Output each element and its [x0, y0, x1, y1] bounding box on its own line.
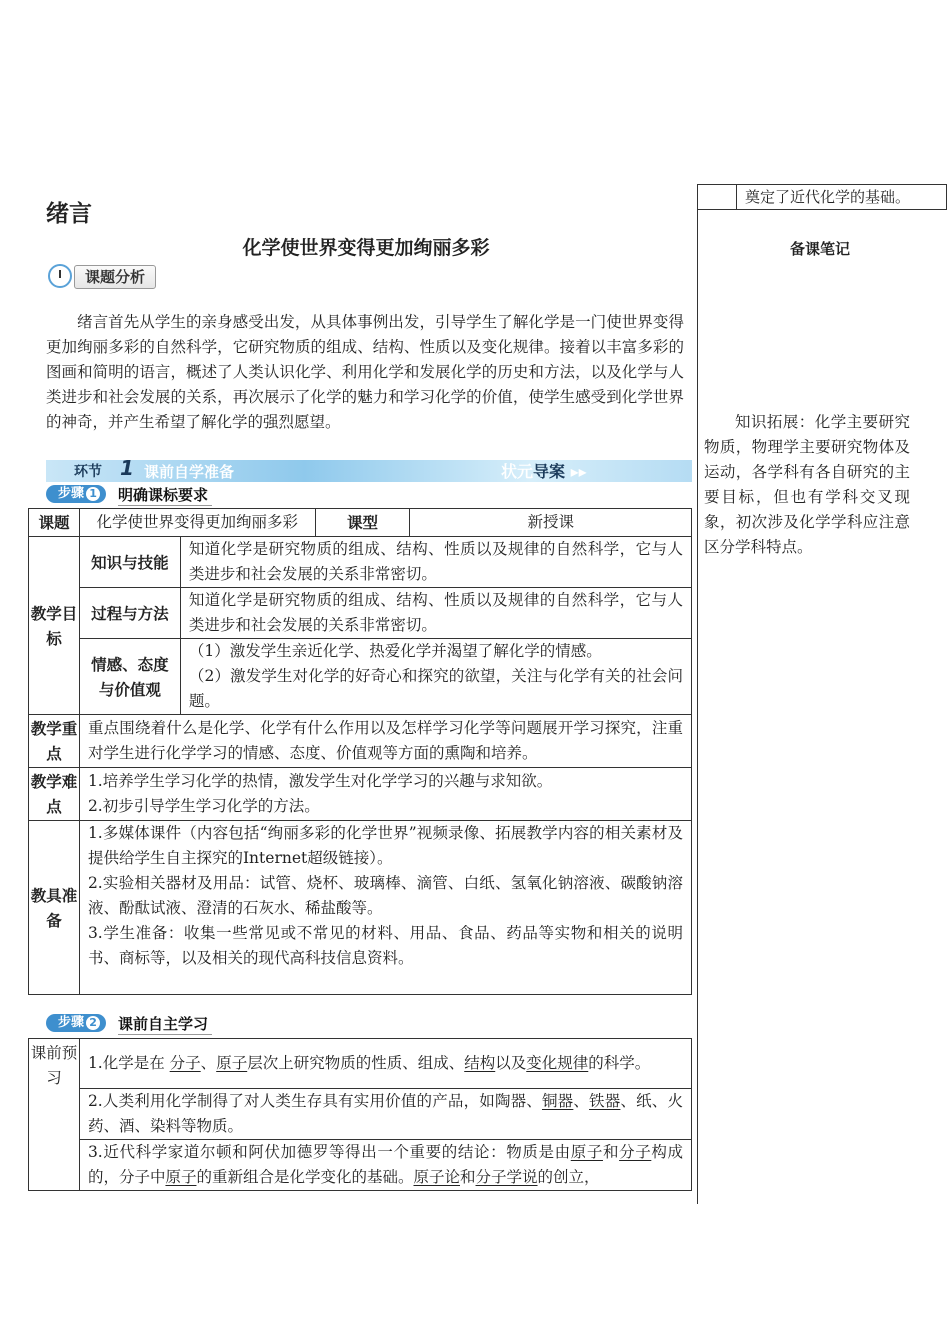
- preview-question-2: 2.人类利用化学制得了对人类生存具有实用价值的产品，如陶器、铜器、铁器、纸、火药、酒、染料等物质。: [79, 1089, 691, 1140]
- step-pill-label: 步骤: [58, 486, 85, 501]
- banner-section: 课前自学准备: [144, 463, 235, 481]
- goal-line: （1）激发学生亲近化学、热爱化学并渴望了解化学的情感。: [188, 642, 602, 660]
- difficulty-text: [79, 768, 691, 821]
- banner-right-a: 状元: [501, 462, 534, 481]
- continuation-box: [697, 184, 947, 210]
- notes-title: 备课笔记: [789, 240, 850, 258]
- topic-value: 化学使世界变得更加绚丽多彩: [79, 509, 315, 537]
- goals-label: 教学目标: [29, 537, 80, 715]
- margin-divider: [697, 210, 698, 1204]
- preview-label: 课前预习: [29, 1039, 80, 1191]
- type-value: 新授课: [410, 509, 692, 537]
- prep-text: [79, 821, 691, 995]
- goal-text: 知道化学是研究物质的组成、结构、性质以及规律的自然科学，它与人类进步和社会发展的关系非常密切。: [180, 537, 691, 588]
- prep-line: 1.多媒体课件（内容包括“绚丽多彩的化学世界”视频录像、拓展教学内容的相关素材及提供给学生自主探究的Internet超级链接）。: [87, 824, 683, 867]
- step-number-badge: 2: [86, 1016, 100, 1030]
- step-pill-label: 步骤: [58, 1015, 85, 1030]
- prep-label: 教具准备: [29, 821, 80, 995]
- type-label: 课型: [315, 509, 410, 537]
- step-title: 课前自主学习: [118, 1013, 212, 1035]
- banner-right: [501, 459, 587, 482]
- topic-label: 课题: [29, 509, 80, 537]
- continuation-text: 奠定了近代化学的基础。: [745, 188, 911, 206]
- banner-number: 1: [120, 456, 134, 480]
- preview-question-3: 3.近代科学家道尔顿和阿伏加德罗等得出一个重要的结论：物质是由原子和分子构成的，分子中原子的重新组合是化学变化的基础。原子论和分子学说的创立，: [79, 1140, 691, 1191]
- curriculum-table: [28, 508, 692, 995]
- goal-label: 知识与技能: [79, 537, 180, 588]
- difficulty-line: 1.培养学生学习化学的热情，激发学生对化学学习的兴趣与求知欲。: [87, 772, 553, 790]
- section-banner: [46, 456, 692, 482]
- preview-question-1: 1.化学是在 分子、原子层次上研究物质的性质、组成、结构以及变化规律的科学。: [79, 1039, 691, 1089]
- difficulty-label: 教学难点: [29, 768, 80, 821]
- double-arrow-icon: ▸▸: [570, 462, 587, 481]
- goal-label: 过程与方法: [79, 588, 180, 639]
- step-pill: [46, 1014, 106, 1032]
- banner-prefix: 环节: [74, 464, 102, 480]
- intro-paragraph: 绪言首先从学生的亲身感受出发，从具体事例出发，引导学生了解化学是一门使世界变得更加绚丽多彩的自然科学，它研究物质的组成、结构、性质以及变化规律。接着以丰富多彩的图画和简明的语言，概述了人类认识化学、利用化学和发展化学的历史和方法，以及化学与人类进步和社会发展的关系，再次展示了化学的魅力和学习化学的价值，使学生感受到化学世界的神奇，并产生希望了解化学的强烈愿望。: [46, 313, 684, 431]
- goal-text: 知道化学是研究物质的组成、结构、性质以及规律的自然科学，它与人类进步和社会发展的关系非常密切。: [180, 588, 691, 639]
- difficulty-line: 2.初步引导学生学习化学的方法。: [87, 797, 320, 815]
- goal-line: （2）激发学生对化学的好奇心和探究的欲望，关注与化学有关的社会问题。: [188, 667, 683, 710]
- step-2-header: [46, 1013, 246, 1033]
- prep-line: 2.实验相关器材及用品：试管、烧杯、玻璃棒、滴管、白纸、氢氧化钠溶液、碳酸钠溶液、酚酞试液、澄清的石灰水、稀盐酸等。: [87, 874, 683, 917]
- page-title: 绪言: [46, 201, 92, 227]
- key-label: 教学重点: [29, 715, 80, 768]
- clock-icon: [48, 264, 72, 288]
- goal-text: [180, 639, 691, 715]
- analysis-label: 课题分析: [74, 265, 156, 289]
- goal-label: 情感、态度与价值观: [79, 639, 180, 715]
- prep-line: 3.学生准备：收集一些常见或不常见的材料、用品、食品、药品等实物和相关的说明书、商标等，以及相关的现代高科技信息资料。: [87, 924, 683, 967]
- banner-right-b: 导案: [533, 462, 566, 481]
- continuation-left-cell: [698, 185, 737, 209]
- step-number-badge: 1: [86, 487, 100, 501]
- preview-table: [28, 1038, 692, 1191]
- side-note: 知识拓展：化学主要研究物质，物理学主要研究物体及运动，各学科有各自研究的主要目标，但也有学科交叉现象，初次涉及化学学科应注意区分学科特点。: [704, 413, 910, 556]
- lesson-subtitle: 化学使世界变得更加绚丽多彩: [242, 237, 490, 259]
- key-text: 重点围绕着什么是化学、化学有什么作用以及怎样学习化学等问题展开学习探究，注重对学生进行化学学习的情感、态度、价值观等方面的熏陶和培养。: [79, 715, 691, 768]
- step-pill: [46, 485, 106, 503]
- analysis-badge: [46, 262, 156, 290]
- step-title: 明确课标要求: [118, 484, 212, 506]
- step-1-header: [46, 484, 246, 504]
